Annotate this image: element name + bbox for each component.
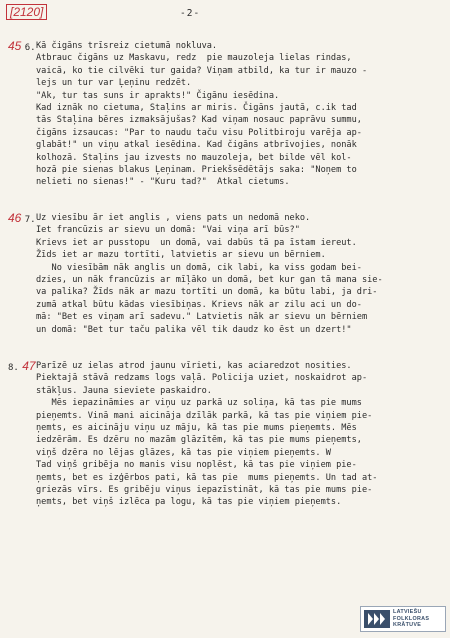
- text-line: un domā: "Bet tur taču palika vēl tik daudz ko ēst un dzert!": [36, 324, 352, 335]
- story-number: [8, 212, 36, 226]
- handwritten-number: 45: [8, 39, 22, 53]
- stamp-text: LATVIEŠU FOLKLORAS KRĀTUVE: [393, 609, 430, 629]
- text-line: kolhozā. Staļins jau izvests no mauzoleja, bet bilde vēl kol-: [36, 152, 352, 163]
- text-line: glabāt!" un viņu atkal iesēdina. Kad čigāns atbrīvojies, nonāk: [36, 140, 357, 151]
- text-line: Mēs iepazināmies ar viņu uz parkā uz soliņa, kā tas pie mums: [36, 398, 362, 409]
- text-line: griezās vīrs. Es gribēju viņus iepazīstināt, kā tas pie mums pie-: [36, 485, 373, 496]
- page-number: -2-: [180, 8, 201, 19]
- text-line: tās Staļina bēres izmaksājušas? Kad viņam nosauc paprāvu summu,: [36, 115, 362, 126]
- archive-stamp: [360, 606, 446, 632]
- text-line: Kad iznāk no cietuma, Staļins ar miris. Čigāns jautā, c.ik tad: [36, 103, 357, 114]
- handwritten-number: 47: [22, 359, 36, 373]
- story-text: [36, 360, 377, 509]
- archive-number: [2120]: [6, 4, 47, 20]
- text-line: čigāns izsaucas: "Par to naudu taču visu Politbiroju varēja ap-: [36, 127, 362, 138]
- text-line: hozā pie sienas blakus Ļeņinam. Priekšsēdētājs saka: "Noņem to: [36, 165, 357, 176]
- text-line: nelieti no sienas!" - "Kuru tad?" Atkal cietums.: [36, 177, 290, 188]
- text-line: mā: "Bet es viņam arī sadevu." Latvietis nāk ar sievu un bērniem: [36, 312, 368, 323]
- text-line: ņemts, es aicināju viņu uz māju, kā tas pie mums pieņemts. Mēs: [36, 423, 357, 434]
- story-number: [8, 360, 36, 374]
- typed-number: 7.: [24, 215, 36, 225]
- text-line: No viesībām nāk anglis un domā, cik labi, ka viss godam bei-: [36, 262, 362, 273]
- handwritten-number: 46: [8, 211, 22, 225]
- text-line: Piektajā stāvā redzams logs vaļā. Policija uziet, noskaidrot ap-: [36, 373, 368, 384]
- text-line: Žīds iet ar mazu tortīti, latvietis ar sievu un bērniem.: [36, 250, 326, 261]
- story-text: [36, 40, 367, 189]
- text-line: "Ak, tur tas suns ir aprakts!" Čigānu iesēdina.: [36, 90, 280, 101]
- lfk-logo-icon: [361, 608, 393, 630]
- text-line: Tad viņš gribēja no manis visu noplēst, kā tas pie viņiem pie-: [36, 460, 357, 471]
- text-line: Krievs iet ar pusstopu un domā, vai dabūs tā pa īstam iereut.: [36, 237, 357, 248]
- text-line: zumā atkal būtu kādas viesībiņas. Krievs nāk ar zilu aci un do-: [36, 299, 362, 310]
- text-line: Atbrauc čigāns uz Maskavu, redz pie mauzoleja lielas rindas,: [36, 53, 352, 64]
- text-line: va palika? Žīds nāk ar mazu tortīti un domā, ka būtu labi, ja dri-: [36, 287, 378, 298]
- text-line: dzies, un nāk francūzis ar mīļāko un domā, bet kur gan tā mana sie-: [36, 275, 383, 286]
- text-line: lejs un tur var Ļeņinu redzēt.: [36, 78, 192, 89]
- text-line: Kā čigāns trīsreiz cietumā nokluva.: [36, 41, 218, 51]
- text-line: Iet francūzis ar sievu un domā: "Vai viņa arī būs?": [36, 225, 300, 236]
- text-line: stākļus. Jauna sieviete paskaidro.: [36, 385, 212, 396]
- typed-number: 8.: [8, 363, 19, 373]
- text-line: iedzērām. Es dzēru no mazām glāzītēm, kā tas pie mums pieņemts,: [36, 435, 362, 446]
- story-text: [36, 212, 383, 336]
- text-line: pieņemts. Vinā mani aicināja dzīlāk parkā, kā tas pie viņiem pie-: [36, 410, 373, 421]
- story-number: [8, 40, 36, 54]
- text-line: ņemts, bet es izģērbos pati, kā tas pie mums pieņemts. Un tad at-: [36, 472, 378, 483]
- text-line: Parīzē uz ielas atrod jaunu vīrieti, kas aciaredzot nosities.: [36, 361, 352, 371]
- typed-number: 6.: [24, 43, 36, 53]
- text-line: vaicā, ko tie cilvēki tur gaida? Viņam atbild, ka tur ir mauzo -: [36, 65, 368, 76]
- text-line: Uz viesību ār iet anglis , viens pats un nedomā neko.: [36, 213, 311, 223]
- text-line: viņš dzēra no lējas glāzes, kā tas pie viņiem pieņemts. W: [36, 447, 331, 458]
- text-line: ņemts, bet viņš izlēca pa logu, kā tas pie viņiem pieņemts.: [36, 497, 342, 508]
